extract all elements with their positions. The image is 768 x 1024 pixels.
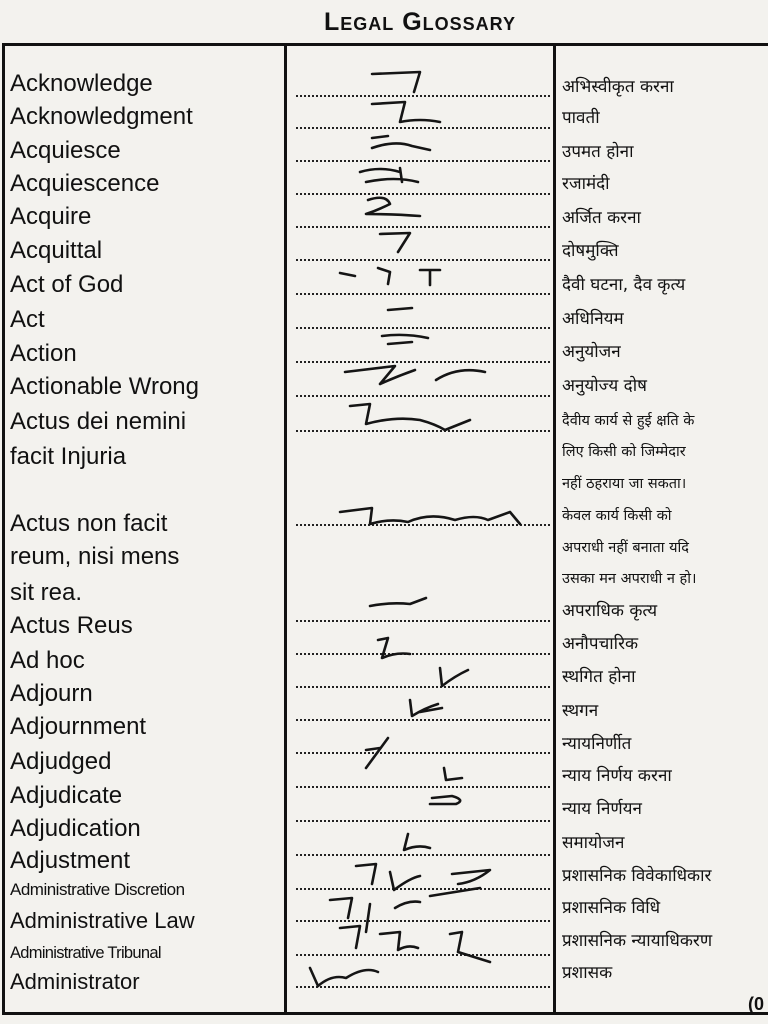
term-acquiescence: Acquiescence <box>10 170 160 197</box>
dotted-leader <box>296 160 550 162</box>
term-adjustment: Adjustment <box>10 847 131 874</box>
hindi-adjudged: न्यायनिर्णीत <box>562 734 632 754</box>
dotted-leader <box>296 719 550 721</box>
hindi-ad-hoc: अनौपचारिक <box>562 634 639 654</box>
term-acquiesce: Acquiesce <box>10 137 121 164</box>
term-adjudged: Adjudged <box>10 748 112 775</box>
dotted-leader <box>296 395 550 397</box>
term-actus-dei-line-2: facit Injuria <box>10 443 127 470</box>
hindi-actus-dei-line-3: नहीं ठहराया जा सकता। <box>562 476 687 492</box>
dotted-leader <box>296 226 550 228</box>
hindi-acquire: अर्जित करना <box>562 208 641 228</box>
page-corner-mark: (0 <box>748 994 765 1014</box>
dotted-leader <box>296 653 550 655</box>
hindi-acknowledgment: पावती <box>562 108 600 128</box>
hindi-actus-non-facit-line-3: उसका मन अपराधी न हो। <box>562 571 697 587</box>
dotted-leader <box>296 752 550 754</box>
term-actus-dei-line-1: Actus dei nemini <box>10 408 187 435</box>
term-ad-hoc: Ad hoc <box>10 647 85 674</box>
term-actus-non-facit-line-1: Actus non facit <box>10 510 168 537</box>
term-adjourn: Adjourn <box>10 680 93 707</box>
term-acknowledgment: Acknowledgment <box>10 103 193 130</box>
term-administrative-discretion: Administrative Discretion <box>10 880 185 899</box>
dotted-leader <box>296 986 550 988</box>
term-acknowledge: Acknowledge <box>10 70 153 97</box>
dotted-leader <box>296 524 550 526</box>
term-administrative-law: Administrative Law <box>10 908 195 933</box>
hindi-act-of-god: दैवी घटना, दैव कृत्य <box>562 275 686 295</box>
hindi-adjourn: स्थगित होना <box>562 667 636 687</box>
dotted-leader <box>296 620 550 622</box>
term-actus-reus: Actus Reus <box>10 612 133 639</box>
hindi-actus-dei-line-2: लिए किसी को जिम्मेदार <box>562 444 686 460</box>
dotted-leader <box>296 259 550 261</box>
dotted-leader <box>296 327 550 329</box>
column-divider-left <box>284 43 287 1015</box>
hindi-act: अधिनियम <box>562 309 624 329</box>
hindi-actus-non-facit-line-1: केवल कार्य किसी को <box>562 508 672 524</box>
hindi-acquiesce: उपमत होना <box>562 142 634 162</box>
hindi-acquiescence: रजामंदी <box>562 174 610 194</box>
term-acquittal: Acquittal <box>10 237 103 264</box>
dotted-leader <box>296 293 550 295</box>
term-actus-non-facit-line-3: sit rea. <box>10 579 83 606</box>
term-adjudication: Adjudication <box>10 815 141 842</box>
hindi-administrator: प्रशासक <box>562 963 613 983</box>
dotted-leader <box>296 430 550 432</box>
page-title: Legal Glossary <box>323 8 516 36</box>
dotted-leader <box>296 193 550 195</box>
dotted-leader <box>296 95 550 97</box>
hindi-action: अनुयोजन <box>562 342 621 362</box>
dotted-leader <box>296 920 550 922</box>
hindi-administrative-discretion: प्रशासनिक विवेकाधिकार <box>562 866 712 886</box>
term-administrative-tribunal: Administrative Tribunal <box>10 944 161 962</box>
hindi-adjournment: स्थगन <box>562 701 599 721</box>
hindi-acquittal: दोषमुक्ति <box>562 241 619 261</box>
hindi-adjudication: न्याय निर्णयन <box>562 799 642 819</box>
column-divider-right <box>553 43 556 1015</box>
hindi-acknowledge: अभिस्वीकृत करना <box>562 77 674 97</box>
dotted-leader <box>296 888 550 890</box>
term-actionable-wrong: Actionable Wrong <box>10 373 199 400</box>
term-act-of-god: Act of God <box>10 271 124 298</box>
term-actus-non-facit-line-2: reum, nisi mens <box>10 543 180 570</box>
dotted-leader <box>296 127 550 129</box>
term-action: Action <box>10 340 77 367</box>
hindi-actionable-wrong: अनुयोज्य दोष <box>562 376 647 396</box>
dotted-leader <box>296 854 550 856</box>
hindi-adjudicate: न्याय निर्णय करना <box>562 766 672 786</box>
term-adjudicate: Adjudicate <box>10 782 123 809</box>
term-acquire: Acquire <box>10 203 92 230</box>
term-administrator: Administrator <box>10 969 140 994</box>
hindi-administrative-tribunal: प्रशासनिक न्यायाधिकरण <box>562 931 713 951</box>
hindi-administrative-law: प्रशासनिक विधि <box>562 898 661 918</box>
term-adjournment: Adjournment <box>10 713 147 740</box>
dotted-leader <box>296 954 550 956</box>
term-act: Act <box>10 306 45 333</box>
hindi-adjustment: समायोजन <box>562 833 625 853</box>
dotted-leader <box>296 786 550 788</box>
dotted-leader <box>296 686 550 688</box>
hindi-actus-reus: अपराधिक कृत्य <box>562 601 658 621</box>
hindi-actus-dei-line-1: दैवीय कार्य से हुई क्षति के <box>562 413 695 429</box>
dotted-leader <box>296 361 550 363</box>
hindi-actus-non-facit-line-2: अपराधी नहीं बनाता यदि <box>562 540 689 556</box>
dotted-leader <box>296 820 550 822</box>
